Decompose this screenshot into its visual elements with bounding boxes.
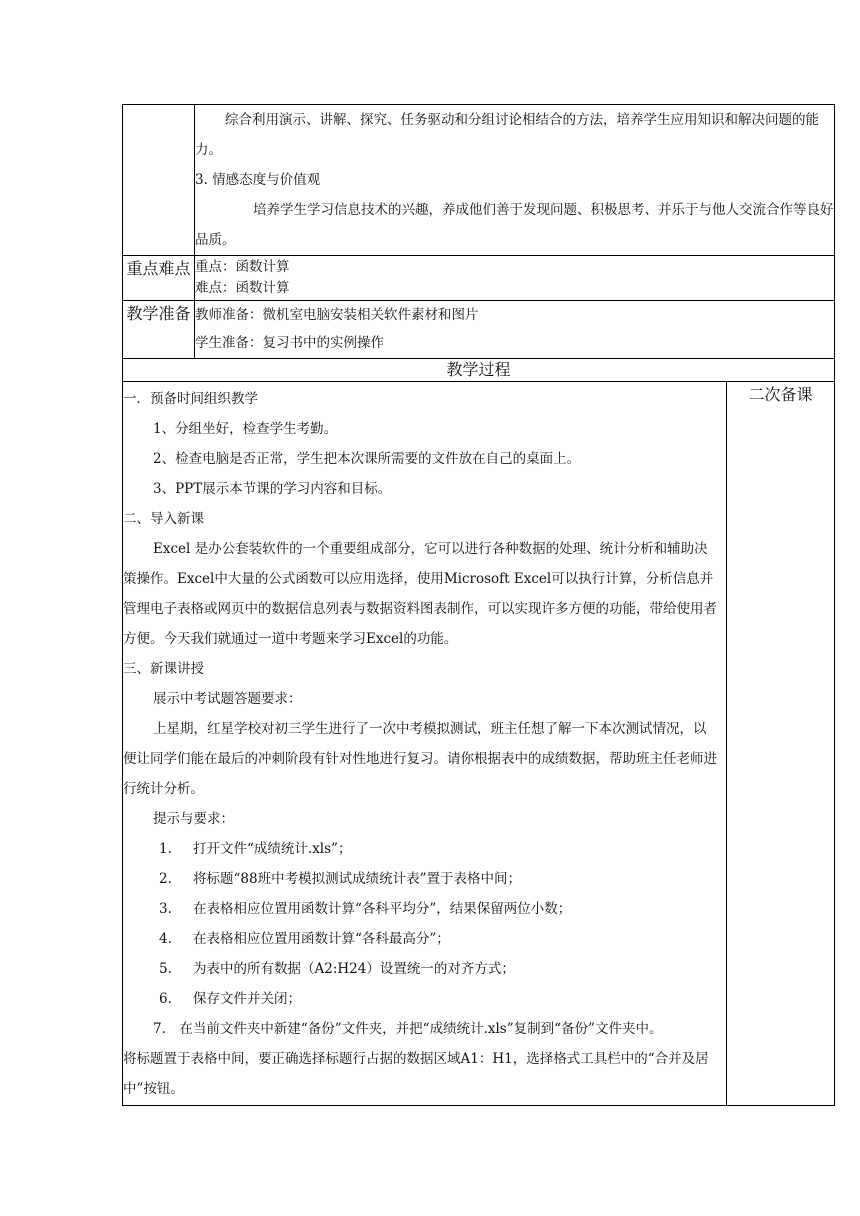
key-points-row <box>123 256 835 301</box>
preparation-content <box>195 301 835 359</box>
requirement-item: 5. 为表中的所有数据（A2:H24）设置统一的对齐方式； <box>159 961 515 977</box>
requirement-item: 2. 将标题“88班中考模拟测试成绩统计表”置于表格中间； <box>159 871 521 887</box>
student-preparation: 学生准备：复习书中的实例操作 <box>195 335 384 351</box>
section1-item: 2、检查电脑是否正常，学生把本次课所需要的文件放在自己的桌面上。 <box>153 451 581 467</box>
process-content <box>123 382 727 1106</box>
difficult-point: 难点：函数计算 <box>195 280 290 296</box>
process-row <box>123 382 835 1106</box>
item3-paragraph: 培养学生学习信息技术的兴趣，养成他们善于发现问题、积极思考、并乐于与他人交流合作等良好品质。 <box>195 202 834 248</box>
hint-title: 提示与要求： <box>153 811 234 827</box>
section2-paragraph: Excel 是办公套装软件的一个重要组成部分，它可以进行各种数据的处理、统计分析和辅助决策操作。Excel中大量的公式函数可以应用选择，使用Microsoft Excel可以执行计算，分析信息并管理电子表格或网页中的数据信息列表与数据资料图表制作，可以实现许多方便的功能，带给使用者方便。今天我们就通过一道中考题来学习Excel的功能。 <box>123 541 717 647</box>
process-heading-row <box>123 359 835 382</box>
scenario-paragraph: 上星期，红星学校对初三学生进行了一次中考模拟测试，班主任想了解一下本次测试情况，以便让同学们能在最后的冲刺阶段有针对性地进行复习。请你根据表中的成绩数据，帮助班主任老师进行统计分析。 <box>123 721 717 797</box>
requirement-item: 6. 保存文件并关闭； <box>159 991 301 1007</box>
key-points-label: 重点难点 <box>123 256 195 301</box>
objectives-content <box>195 105 835 256</box>
lesson-plan-table <box>122 104 835 1106</box>
process-title: 教学过程 <box>123 359 835 382</box>
requirement-item: 1. 打开文件“成绩统计.xls”； <box>159 841 352 857</box>
section1-item: 3、PPT展示本节课的学习内容和目标。 <box>153 481 392 497</box>
objectives-label-cell <box>123 105 195 256</box>
key-points-content <box>195 256 835 301</box>
requirement-item: 4. 在表格相应位置用函数计算“各科最高分”； <box>159 931 450 947</box>
objectives-row <box>123 105 835 256</box>
requirement-item: 3. 在表格相应位置用函数计算“各科平均分”，结果保留两位小数； <box>159 901 572 917</box>
second-preparation-title: 二次备课 <box>748 385 813 404</box>
item3-title: 3. 情感态度与价值观 <box>195 172 321 188</box>
final-paragraph: 将标题置于表格中间，要正确选择标题行占据的数据区域A1：H1，选择格式工具栏中的“合并及居中”按钮。 <box>123 1051 709 1097</box>
method-paragraph: 综合利用演示、讲解、探究、任务驱动和分组讨论相结合的方法，培养学生应用知识和解决问题的能力。 <box>195 112 819 158</box>
teacher-preparation: 教师准备：微机室电脑安装相关软件素材和图片 <box>195 307 479 323</box>
preparation-row <box>123 301 835 359</box>
key-point: 重点：函数计算 <box>195 259 290 275</box>
section1-title: 一．预备时间组织教学 <box>123 391 258 407</box>
requirement-item-7: 7. 在当前文件夹中新建“备份”文件夹，并把“成绩统计.xls”复制到“备份”文件夹中。 <box>153 1021 663 1037</box>
section3-title: 三、新课讲授 <box>123 661 204 677</box>
section2-title: 二、导入新课 <box>123 511 204 527</box>
show-requirements: 展示中考试题答题要求： <box>153 691 302 707</box>
section1-item: 1、分组坐好，检查学生考勤。 <box>153 421 338 437</box>
preparation-label: 教学准备 <box>123 301 195 359</box>
second-preparation-column <box>727 382 835 1106</box>
